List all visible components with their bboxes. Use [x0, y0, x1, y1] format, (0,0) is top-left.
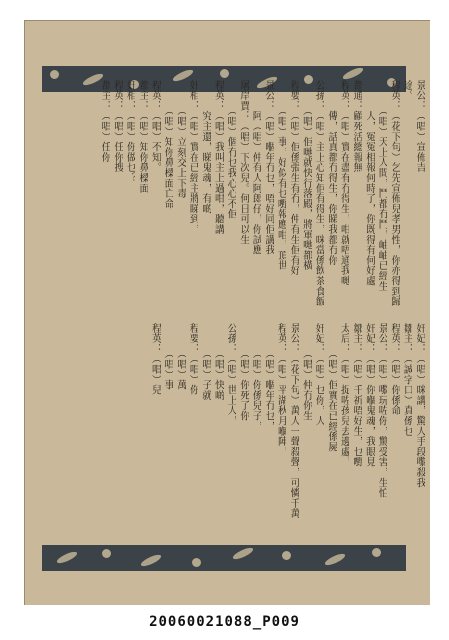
text-column: 程英：（唱）我叫主上過咁，聽講 — [212, 80, 224, 235]
text-column: （唱）你係兒子， — [250, 323, 262, 432]
text-column: 阿（唱）仲有人阿郎仔，你試應 — [250, 80, 262, 256]
text-column: 究主還，睇鬼魂，有啲 — [199, 80, 211, 214]
text-column: 人，冤冤相報何時了，你既得有何好處 — [363, 80, 375, 286]
text-column: （唱）你死了你 — [237, 323, 249, 421]
text-column: 鄒主：（唱）千祈唔好生，乜嘢 — [351, 323, 363, 468]
text-column: 都主：（唱）知你鼻樑面 — [136, 80, 148, 194]
lower-text-block — [148, 323, 425, 521]
text-column: （唱）子就 — [199, 323, 211, 401]
text-column: 程英：（唱）不知。 — [149, 80, 161, 173]
text-column: （唱）佢哋就快行落殿，將軍哋都橫 — [300, 80, 312, 271]
text-column: 都通：顧死活總報無 — [351, 80, 363, 173]
text-column: 程英：（花下句）乞先宣佈兒孝男性，你亦得到歸 — [388, 80, 400, 307]
text-column: 奸妃：（唱）你嗰鬼魂，我眼見 — [363, 323, 375, 468]
text-column: 景公：（唱）嗰年冇乜，唔好同佢講我 — [262, 80, 274, 256]
text-column: （唱）天上人間，鬥都冇鬥，岫岫已經生 — [376, 80, 388, 292]
archive-id-caption: 20060021088_P009 — [149, 614, 300, 630]
text-column: 太后：（唱）捉咗孩兒去邊處， — [338, 323, 350, 468]
text-column: 程英：（唱）任你搜 — [111, 80, 123, 173]
text-column: 景公：（花下句）萬人一聲殺聲，可憐千萬 — [288, 323, 300, 519]
text-column: （唱）知你鼻樑面亡命 — [162, 80, 174, 209]
text-column: 程英：（唱）平湖秋月嗰陣， — [275, 323, 287, 457]
text-column: 奸相：（唱）你做乜？ — [124, 80, 136, 183]
text-column: （唱）事，好似有乜嘢報應咁，頂世 — [275, 80, 287, 271]
text-column: 公孫：（唱）世上人， — [225, 323, 237, 426]
text-column: 屠岸賈：（唱）下次兒。何日可以生 — [237, 80, 249, 245]
text-column: （唱）立刻交上下毒 — [174, 80, 186, 199]
text-column: 程嬰：（唱）佢係張生有冇，仲有生佢有好 — [288, 80, 300, 276]
text-column: 景公：（唱）宣佈吉 — [414, 80, 425, 173]
text-column: 公孫：（唱）主上心知佢有得生，咪當係飲茶食飯 — [313, 80, 325, 307]
text-column: 途。 — [401, 80, 413, 101]
text-column: 程要：（唱）你 — [187, 323, 199, 396]
text-column: 奸妃：（唱）咪講，驚人手段嚟殺我 — [414, 323, 425, 488]
text-column: 都主：（唱）任你 — [99, 80, 111, 163]
text-column: 程英：（唱）你係命 — [388, 323, 400, 416]
text-column: 傳，話真都冇得生，你睇我都冇你 — [325, 80, 337, 266]
text-column: （唱）事 — [162, 323, 174, 391]
text-column: 程英：（唱）兒 — [149, 323, 161, 396]
text-column: 程英：（唱）實在盡有冇得生，咁就唔通我哋 — [338, 80, 350, 286]
upper-text-block — [98, 80, 425, 312]
decorative-band-bottom — [42, 545, 406, 571]
text-column: （唱）仲冇你生 — [300, 323, 312, 421]
text-column: 奸妃：（唱）乜你，人 — [313, 323, 325, 426]
text-column: （唱）嗰年冇乜， — [262, 323, 274, 432]
text-column: （唱）快啲 — [212, 323, 224, 401]
text-column: 景公：（唱）嚟玩咗你，驚受害，生怕 — [376, 323, 388, 499]
text-column: （唱）萬 — [174, 323, 186, 391]
text-column: 奸相：（唱）實在已經主將睇到， — [187, 80, 199, 235]
text-column: （唱）個冇乜我心心不佢 — [225, 80, 237, 220]
text-column: （唱）佢實在已經係屍 — [325, 323, 337, 452]
text-column: 鄒主：（誠字口）真係乜 — [401, 323, 413, 437]
